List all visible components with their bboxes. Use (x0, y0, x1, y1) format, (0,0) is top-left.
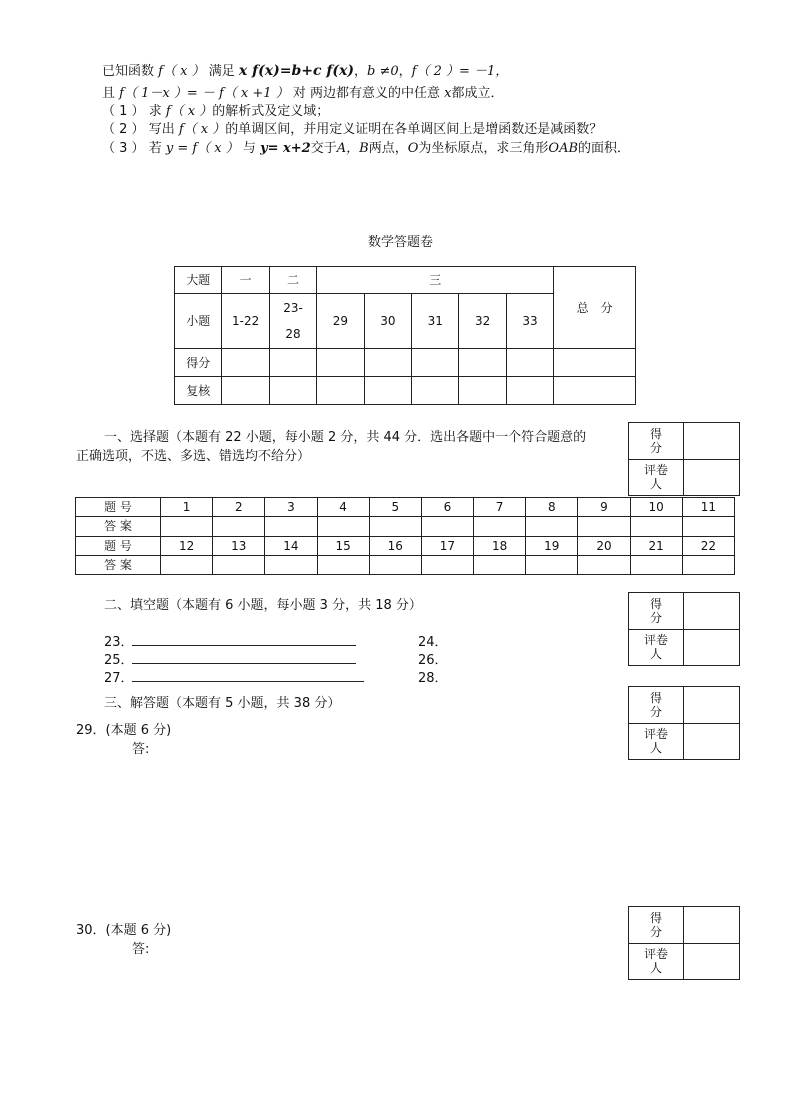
minor-cell: 23- 28 (269, 294, 316, 349)
answer-cell[interactable] (317, 555, 369, 574)
blank-27-line[interactable] (132, 681, 364, 682)
text: 求 (148, 104, 162, 119)
minor-cell: 30 (364, 294, 411, 349)
math-triangle: OAB (548, 141, 579, 156)
problem-question-1 (102, 100, 329, 119)
question-30-label: 30．(本题 6 分) (76, 923, 172, 938)
text: 且 (102, 86, 116, 101)
review-cell[interactable] (412, 377, 459, 405)
question-number: （ 3 ） (102, 141, 145, 156)
review-cell[interactable] (364, 377, 411, 405)
text: ， (398, 64, 412, 79)
grader-score-cell[interactable] (684, 907, 740, 944)
question-number: 19 (526, 536, 578, 555)
section-3-label: 三 (317, 267, 554, 294)
blank-label: 28． (418, 671, 448, 686)
problem-question-3 (102, 137, 630, 156)
question-number: 16 (369, 536, 421, 555)
score-cell[interactable] (412, 349, 459, 377)
question-number: 20 (578, 536, 630, 555)
math-f2: f（ 2 ）= －1， (411, 64, 509, 79)
grader-reviewer-cell[interactable] (684, 629, 740, 666)
math-y: y = f（ x ） (165, 141, 239, 156)
math-line-equation: y= x+2 (260, 141, 311, 156)
answer-cell[interactable] (161, 555, 213, 574)
question-number: 10 (630, 498, 682, 517)
question-number: 8 (526, 498, 578, 517)
math-equation-2: f（ 1－x ）= － f（ x +1 ） (119, 86, 289, 101)
score-cell[interactable] (459, 349, 506, 377)
header-minor: 小题 (175, 294, 222, 349)
grader-reviewer-cell[interactable] (684, 723, 740, 760)
grader-score-label: 得 分 (629, 687, 684, 724)
question-number: 3 (265, 498, 317, 517)
grader-reviewer-label: 评卷 人 (629, 943, 684, 980)
score-cell[interactable] (269, 349, 316, 377)
grader-score-label: 得 分 (629, 907, 684, 944)
math-b-condition: b ≠0 (367, 64, 399, 79)
grader-reviewer-cell[interactable] (684, 459, 740, 496)
review-cell[interactable] (506, 377, 553, 405)
section-3-heading: 三、解答题（本题有 5 小题，共 38 分） (104, 696, 341, 711)
score-cell[interactable] (317, 349, 364, 377)
row-label-question: 题 号 (76, 536, 161, 555)
answer-cell[interactable] (474, 517, 526, 536)
text: 对 两边都有意义的中任意 (292, 86, 440, 101)
total-label: 总 分 (554, 267, 636, 349)
text: 的面积． (578, 141, 631, 156)
question-number: （ 2 ） (102, 122, 145, 137)
section-2-heading: 二、填空题（本题有 6 小题，每小题 3 分，共 18 分） (104, 598, 422, 613)
grader-score-cell[interactable] (684, 423, 740, 460)
question-number: 15 (317, 536, 369, 555)
grader-reviewer-label: 评卷 人 (629, 629, 684, 666)
grader-box-4 (628, 906, 740, 980)
minor-cell: 31 (412, 294, 459, 349)
grader-score-cell[interactable] (684, 687, 740, 724)
answer-cell[interactable] (526, 555, 578, 574)
text: 与 (242, 141, 256, 156)
text: 写出 (148, 122, 175, 137)
score-cell[interactable] (554, 349, 636, 377)
text: 满足 (208, 64, 235, 79)
answer-sheet-title: 数学答题卷 (368, 235, 434, 250)
header-score: 得分 (175, 349, 222, 377)
grader-score-label: 得 分 (629, 423, 684, 460)
question-number: 2 (213, 498, 265, 517)
row-label-answer: 答 案 (76, 555, 161, 574)
text: 若 (148, 141, 162, 156)
answer-cell[interactable] (578, 555, 630, 574)
question-number: 7 (474, 498, 526, 517)
grader-box-1 (628, 422, 740, 496)
blank-25-line[interactable] (132, 663, 356, 664)
score-cell[interactable] (222, 349, 269, 377)
text: 的单调区间，并用定义证明在各单调区间上是增函数还是减函数？ (225, 122, 603, 137)
section-1-heading: 一、选择题（本题有 22 小题，每小题 2 分，共 44 分．选出各题中一个符合题意的 (104, 430, 587, 445)
text: 两点， (368, 141, 408, 156)
blank-label: 24． (418, 635, 448, 650)
question-30-answer-label: 答: (132, 942, 150, 957)
answer-cell[interactable] (421, 555, 473, 574)
row-label-answer: 答 案 (76, 517, 161, 536)
question-number: 17 (421, 536, 473, 555)
section-1-heading-cont: 正确选项，不选、多选、错选均不给分） (76, 449, 311, 464)
header-major: 大题 (175, 267, 222, 294)
choice-answer-grid (75, 497, 735, 575)
problem-question-2 (102, 118, 602, 137)
answer-cell[interactable] (630, 555, 682, 574)
review-cell[interactable] (269, 377, 316, 405)
question-number: 6 (421, 498, 473, 517)
math-fx: f（ x ） (165, 104, 213, 119)
answer-cell[interactable] (421, 517, 473, 536)
review-cell[interactable] (317, 377, 364, 405)
answer-cell[interactable] (369, 517, 421, 536)
math-points: A，B (336, 141, 369, 156)
problem-line-1 (102, 60, 508, 79)
blank-label: 27． (104, 671, 134, 686)
math-x: x (444, 86, 452, 101)
answer-cell[interactable] (630, 517, 682, 536)
answer-cell[interactable] (474, 555, 526, 574)
text: 已知函数 (102, 64, 155, 79)
answer-cell[interactable] (213, 517, 265, 536)
minor-cell: 1-22 (222, 294, 269, 349)
math-origin: O (407, 141, 419, 156)
text: 的解析式及定义域； (212, 104, 330, 119)
answer-cell[interactable] (682, 555, 734, 574)
grader-reviewer-cell[interactable] (684, 943, 740, 980)
text: ， (353, 64, 367, 79)
blank-label: 26． (418, 653, 448, 668)
score-cell[interactable] (364, 349, 411, 377)
question-number: 12 (161, 536, 213, 555)
answer-cell[interactable] (578, 517, 630, 536)
question-number: 22 (682, 536, 734, 555)
answer-cell[interactable] (369, 555, 421, 574)
score-summary-table (174, 266, 636, 405)
answer-cell[interactable] (213, 555, 265, 574)
section-2-label: 二 (269, 267, 316, 294)
math-fx: f（ x ） (178, 122, 226, 137)
question-number: 21 (630, 536, 682, 555)
text: 都成立． (451, 86, 504, 101)
question-number: 13 (213, 536, 265, 555)
blank-23-line[interactable] (132, 645, 356, 646)
answer-cell[interactable] (265, 555, 317, 574)
section-1-label: 一 (222, 267, 269, 294)
question-number: 18 (474, 536, 526, 555)
grader-box-3 (628, 686, 740, 760)
minor-cell: 33 (506, 294, 553, 349)
row-label-question: 题 号 (76, 498, 161, 517)
question-number: 9 (578, 498, 630, 517)
answer-cell[interactable] (682, 517, 734, 536)
problem-line-2 (102, 82, 503, 101)
answer-cell[interactable] (161, 517, 213, 536)
answer-cell[interactable] (526, 517, 578, 536)
question-number: 5 (369, 498, 421, 517)
blank-label: 23． (104, 635, 134, 650)
question-29-answer-label: 答: (132, 742, 150, 757)
question-number: 11 (682, 498, 734, 517)
grader-reviewer-label: 评卷 人 (629, 723, 684, 760)
text: 为坐标原点，求三角形 (418, 141, 549, 156)
minor-cell: 32 (459, 294, 506, 349)
question-number: 1 (161, 498, 213, 517)
math-equation: x f(x)=b+c f(x) (238, 63, 354, 79)
answer-cell[interactable] (265, 517, 317, 536)
review-cell[interactable] (222, 377, 269, 405)
blank-label: 25． (104, 653, 134, 668)
minor-cell: 29 (317, 294, 364, 349)
review-cell[interactable] (459, 377, 506, 405)
question-29-label: 29．(本题 6 分) (76, 723, 172, 738)
question-number: （ 1 ） (102, 104, 145, 119)
review-cell[interactable] (554, 377, 636, 405)
grader-box-2 (628, 592, 740, 666)
score-cell[interactable] (506, 349, 553, 377)
answer-cell[interactable] (317, 517, 369, 536)
math-fx: f（ x ） (158, 64, 205, 79)
text: 交于 (310, 141, 337, 156)
header-review: 复核 (175, 377, 222, 405)
grader-score-label: 得 分 (629, 593, 684, 630)
grader-score-cell[interactable] (684, 593, 740, 630)
question-number: 4 (317, 498, 369, 517)
question-number: 14 (265, 536, 317, 555)
grader-reviewer-label: 评卷 人 (629, 459, 684, 496)
